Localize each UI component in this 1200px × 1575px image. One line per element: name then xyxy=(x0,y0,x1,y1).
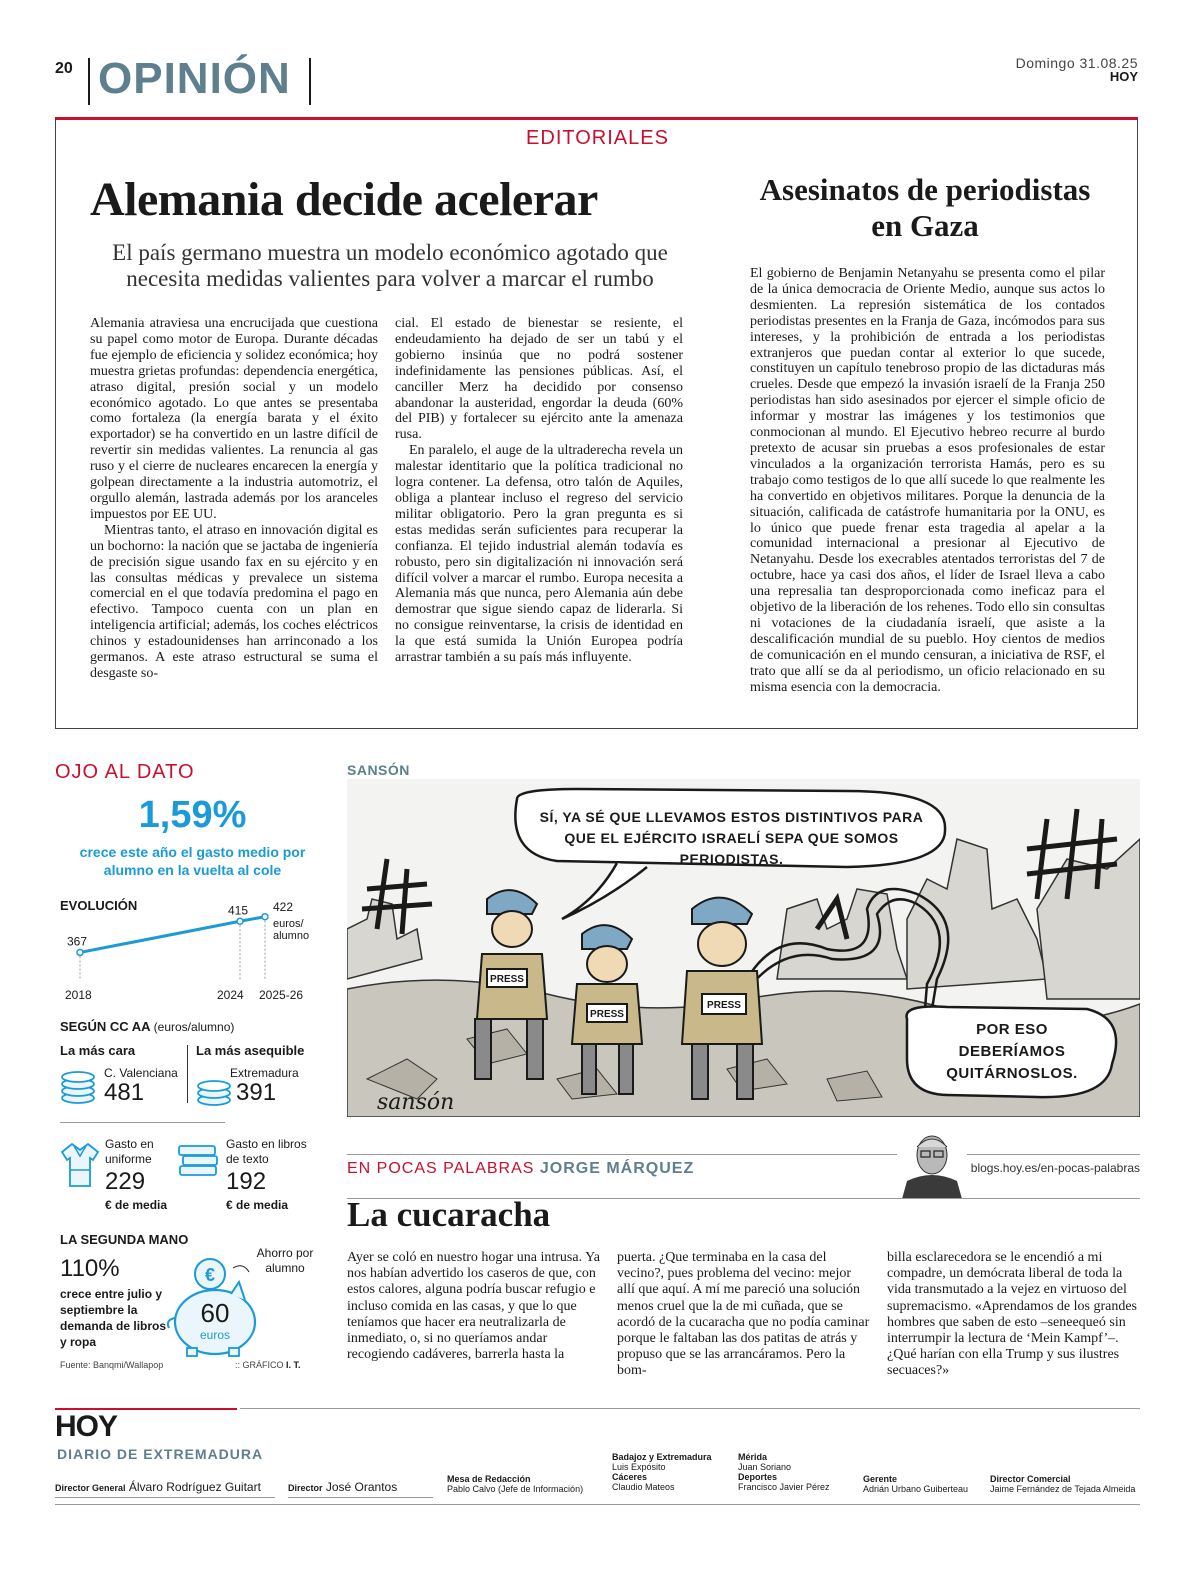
press-badge-text: PRESS xyxy=(590,1009,624,1020)
staff-name: Jaime Fernández de Tejada Almeida xyxy=(990,1484,1136,1494)
chart-unit-label: euros/ xyxy=(273,918,304,930)
column-section: EN POCAS PALABRAS xyxy=(347,1160,535,1177)
evolution-title: EVOLUCIÓN xyxy=(60,898,138,913)
value-label: 367 xyxy=(67,934,88,949)
staff-name: Luis Expósito xyxy=(612,1462,666,1472)
section-title: OPINIÓN xyxy=(98,54,291,103)
staff-name: José Orantos xyxy=(325,1480,398,1494)
staff-title: Mérida xyxy=(738,1452,768,1462)
staff-title: Director Comercial xyxy=(990,1474,1071,1484)
paragraph: El gobierno de Benjamin Netanyahu se presenta como el pilar de la única democracia de Oriente Medio, aunque sus actos lo desmienten. La represión sistemática de los contados periodistas presentes en la Franja de Gaza, incómodos para sus intereses, y la prohibición de entrada a los periodistas extranjeros que puedan contar al exterior lo que sucede, constituyen un capítulo tenebroso propio de las dictaduras más crueles. Desde que empezó la invasión israelí de la Franja 250 periodistas han sido asesinados por ejercer el simple oficio de informar y mostrar las imágenes y los testimonios que conmocionan al mundo. El Ejecutivo hebreo recurre al burdo pretexto de acusar sin pruebas a esos profesionales de estar vinculados a la organización terrorista Hamás, pero es su trabajo como testigos de lo que allí sucede lo que realmente les ha convertido en objetivos militares. Porque la denuncia de la situación, calificada de catástrofe humanitaria por la ONU, es lo único que puede frenar esta tragedia al apelar a la comunidad internacional a presionar al Ejecutivo de Netanyahu. Desde los execrables atentados terroristas del 7 de octubre, hace ya casi dos años, el líder de Israel lleva a cabo una represalia tan desproporcionada como ineficaz para el objetivo de la liberación de los rehenes. Todo ello sin consultas ni votaciones de la ciudadanía israelí, que asiste a la descalificación mundial de su pueblo. Hoy cientos de medios de comunicación en el mundo censuran, a iniciativa de RSF, el trato que allí se da al periodismo, un oficio relacionado en su misma esencia con la democracia. xyxy=(750,266,1105,695)
staff-title: Director xyxy=(288,1483,323,1493)
books-spend-unit: € de media xyxy=(226,1198,289,1212)
staff-name: Claudio Mateos xyxy=(612,1482,675,1492)
second-hand-title: LA SEGUNDA MANO xyxy=(60,1232,189,1247)
staff-gerente xyxy=(863,1474,968,1494)
divider xyxy=(55,1497,275,1498)
graphic-credit-name: I. T. xyxy=(286,1360,301,1370)
value-label: 422 xyxy=(273,900,294,914)
books-icon xyxy=(176,1140,222,1180)
graphic-credit xyxy=(235,1360,301,1370)
staff-title: Deportes xyxy=(738,1472,778,1482)
divider xyxy=(347,1154,1140,1155)
most-affordable-value: 391 xyxy=(236,1079,277,1106)
savings-unit: euros xyxy=(199,1328,231,1342)
graphic-credit-prefix: :: GRÁFICO xyxy=(235,1360,284,1370)
year-label: 2025-26 xyxy=(259,988,304,1002)
main-editorial-column-1 xyxy=(90,316,378,682)
savings-value: 60 xyxy=(200,1298,230,1328)
column-text-3: billa esclarecedora se le encendió a mi compadre, un demócrata liberal de toda la vida transmutado a la vejez en virtuoso del supremacismo. «Aprendamos de los grandes hombres que saben de esto –seneequeó sin interrumpir la lectura de ‘Mein Kampf’–. ¿Qué harían con ella Trump y sus ilustres secuaces?» xyxy=(887,1250,1137,1379)
staff-name: Pablo Calvo (Jefe de Información) xyxy=(447,1484,584,1494)
chart-unit-label: alumno xyxy=(273,930,310,942)
issue-date: Domingo 31.08.25 xyxy=(1015,55,1138,71)
header-divider xyxy=(88,58,90,105)
cartoon-top-bubble-text: SÍ, YA SÉ QUE LLEVAMOS ESTOS DISTINTIVOS PARA QUE EL EJÉRCITO ISRAELÍ SEPA QUE SOMOS PERIODISTAS. xyxy=(539,809,924,867)
staff-title: Gerente xyxy=(863,1474,898,1484)
staff-name: Álvaro Rodríguez Guitart xyxy=(128,1480,261,1494)
main-editorial-column-2 xyxy=(395,316,683,666)
divider xyxy=(187,1045,188,1103)
column-text-1: Ayer se coló en nuestro hogar una intrusa. Ya nos habían advertido los caseros de que, con estos calores, alguna podría buscar refugio e incluso comida en las casas, y que lo que teníamos que hacer era neutralizarla de inmediato, o, si no queríamos andar recogiendo cadáveres, barrerla hasta la xyxy=(347,1250,600,1363)
chart-value-labels xyxy=(67,900,293,948)
data-panel-title: OJO AL DATO xyxy=(55,761,195,783)
most-expensive-region: C. Valenciana xyxy=(104,1066,178,1080)
uniform-spend-value: 229 xyxy=(105,1168,146,1195)
staff-name: Juan Soriano xyxy=(738,1462,792,1472)
staff-director-general xyxy=(55,1480,261,1494)
masthead-logo: HOY xyxy=(55,1410,118,1443)
column-text-2: puerta. ¿Que terminaba en la casa del vecino?, pues problema del vecino: mejor allí que aquí. A mí me pareció una solución menos cruel que la de mi cuñada, que se acordó de la cucaracha que no podía caminar porque le faltaban las dos patitas de atrás y propuso que se las arrancáramos. Pero la bom- xyxy=(617,1250,870,1379)
cartoon-bottom-bubble-text: POR ESO DEBERÍAMOS QUITÁRNOSLOS. xyxy=(946,1021,1078,1082)
editorial-kicker: EDITORIALES xyxy=(526,127,669,149)
cartoon-bottom-bubble-container xyxy=(917,1019,1107,1094)
coins-stack-icon xyxy=(58,1066,98,1106)
chart-year-labels xyxy=(65,988,303,1002)
column-kicker xyxy=(347,1160,694,1178)
ccaa-title xyxy=(60,1019,234,1034)
column-blog-url: blogs.hoy.es/en-pocas-palabras xyxy=(970,1161,1140,1175)
side-editorial-headline: Asesinatos de periodistas en Gaza xyxy=(759,172,1091,243)
second-hand-value: 110% xyxy=(60,1255,120,1282)
masthead-subtitle: DIARIO DE EXTREMADURA xyxy=(57,1446,264,1462)
second-hand-caption: crece entre julio y septiembre la demanda de libros y ropa xyxy=(60,1287,167,1349)
staff-title: Cáceres xyxy=(612,1472,648,1482)
main-editorial-headline: Alemania decide acelerar xyxy=(90,173,598,226)
value-label: 415 xyxy=(228,903,249,918)
uniform-spend-unit: € de media xyxy=(105,1198,168,1212)
column-headline: La cucaracha xyxy=(347,1195,551,1234)
data-source: Fuente: Banqmi/Wallapop xyxy=(60,1360,164,1370)
header-divider xyxy=(309,58,311,105)
year-label: 2024 xyxy=(217,988,244,1002)
press-badge-text: PRESS xyxy=(490,974,524,985)
data-panel-big-value: 1,59% xyxy=(138,794,247,836)
cartoon-label: SANSÓN xyxy=(347,762,410,778)
staff-mesa xyxy=(447,1474,583,1494)
footer-bottom-rule xyxy=(55,1504,1140,1505)
staff-name: Francisco Javier Pérez xyxy=(738,1482,830,1492)
staff-title: Mesa de Redacción xyxy=(447,1474,531,1484)
most-affordable-region: Extremadura xyxy=(230,1066,299,1080)
press-badge-text: PRESS xyxy=(707,1000,741,1011)
most-expensive-label: La más cara xyxy=(60,1043,136,1058)
paragraph: cial. El estado de bienestar se resiente, el endeudamiento ha dejado de ser un tabú y el gobierno insinúa que no podrá sostener indefinidamente las pensiones públicas. Así, el canciller Merz ha decidido por consenso abandonar la austeridad, engordar la deuda (60% del PIB) y fortalecer su ejército ante la amenaza rusa. xyxy=(395,316,683,443)
paper-name: HOY xyxy=(1109,69,1138,84)
staff-badajoz-caceres xyxy=(612,1452,712,1492)
staff-director xyxy=(288,1480,397,1494)
ccaa-title-text: SEGÚN CC AA xyxy=(60,1019,151,1034)
staff-name: Adrián Urbano Guiberteau xyxy=(863,1484,969,1494)
uniform-spend-label: Gasto en uniforme xyxy=(105,1137,154,1166)
most-affordable-label: La más asequible xyxy=(196,1043,305,1058)
books-spend-value: 192 xyxy=(226,1168,267,1195)
euro-coin-symbol: € xyxy=(204,1265,216,1285)
author-photo xyxy=(897,1123,967,1199)
savings-label: Ahorro por alumno xyxy=(256,1246,314,1275)
most-expensive-value: 481 xyxy=(104,1079,145,1106)
cartoon-top-bubble-container xyxy=(529,807,934,867)
books-spend-label: Gasto en libros de texto xyxy=(226,1137,307,1166)
staff-title: Director General xyxy=(55,1483,126,1493)
data-point xyxy=(77,949,83,955)
staff-merida-deportes xyxy=(738,1452,830,1492)
cartoon-signature: sansón xyxy=(377,1090,455,1115)
footer-rule xyxy=(240,1408,1140,1409)
page-number: 20 xyxy=(55,60,73,77)
evolution-line-chart xyxy=(55,895,330,1010)
coins-small-icon xyxy=(194,1078,234,1108)
uniform-icon xyxy=(58,1140,102,1192)
data-point xyxy=(237,918,243,924)
staff-comercial xyxy=(990,1474,1135,1494)
paragraph: En paralelo, el auge de la ultraderecha revela un malestar identitario que la política tradicional no logra contener. La defensa, otro talón de Aquiles, obliga a plantear incluso el regreso del servicio militar obligatorio. Pero la gran pregunta es si estas medidas serán suficientes para recuperar la confianza. El tejido industrial alemán todavía es robusto, pero sin digitalización ni innovación será difícil volver a marcar el rumbo. Europa necesita a Alemania más que nunca, pero Alemania aún debe demostrar que sigue siendo capaz de liderarla. Si no consigue reinventarse, la crisis de identidad en la que está sumida la Unión Europea podría arrastrar también a su país más influyente. xyxy=(395,443,683,666)
paragraph: Alemania atraviesa una encrucijada que cuestiona su papel como motor de Europa. Durante décadas fue ejemplo de eficiencia y solidez económica; hoy muestra grietas profundas: dependencia energética, atraso digital, presión social y un modelo económico agotado. Lo que antes se presentaba como fortaleza (la energía barata y el éxito exportador) se ha convertido en un lastre difícil de revertir sin medidas valientes. La renuncia al gas ruso y el cierre de nucleares encarecen la energía y golpean directamente a la industria automotriz, el orgullo alemán, lastrada además por los aranceles impuestos por EE UU. xyxy=(90,316,378,522)
staff-title: Badajoz y Extremadura xyxy=(612,1452,712,1462)
data-panel-caption: crece este año el gasto medio por alumno en la vuelta al cole xyxy=(79,844,306,878)
ccaa-unit: (euros/alumno) xyxy=(153,1020,235,1034)
year-label: 2018 xyxy=(65,988,92,1002)
divider xyxy=(60,1122,225,1123)
editorial-cartoon xyxy=(347,779,1140,1117)
side-editorial-body xyxy=(750,266,1105,695)
main-editorial-subhead: El país germano muestra un modelo económico agotado que necesita medidas valientes para volver a marcar el rumbo xyxy=(112,240,668,291)
paragraph: Mientras tanto, el atraso en innovación digital es un bochorno: la nación que se jactaba de ingeniería de precisión sigue usando fax en su ejército y en las consultas médicas y prevalece un sistema comercial en el que todavía predomina el pago en efectivo. Tampoco cuenta con un plan en inteligencia artificial; además, los coches eléctricos chinos y estadounidenses han arrinconado a los germanos. A este atraso estructural se suma el desgaste so- xyxy=(90,522,378,681)
column-author: JORGE MÁRQUEZ xyxy=(539,1160,695,1177)
data-point xyxy=(262,914,268,920)
divider xyxy=(288,1497,433,1498)
